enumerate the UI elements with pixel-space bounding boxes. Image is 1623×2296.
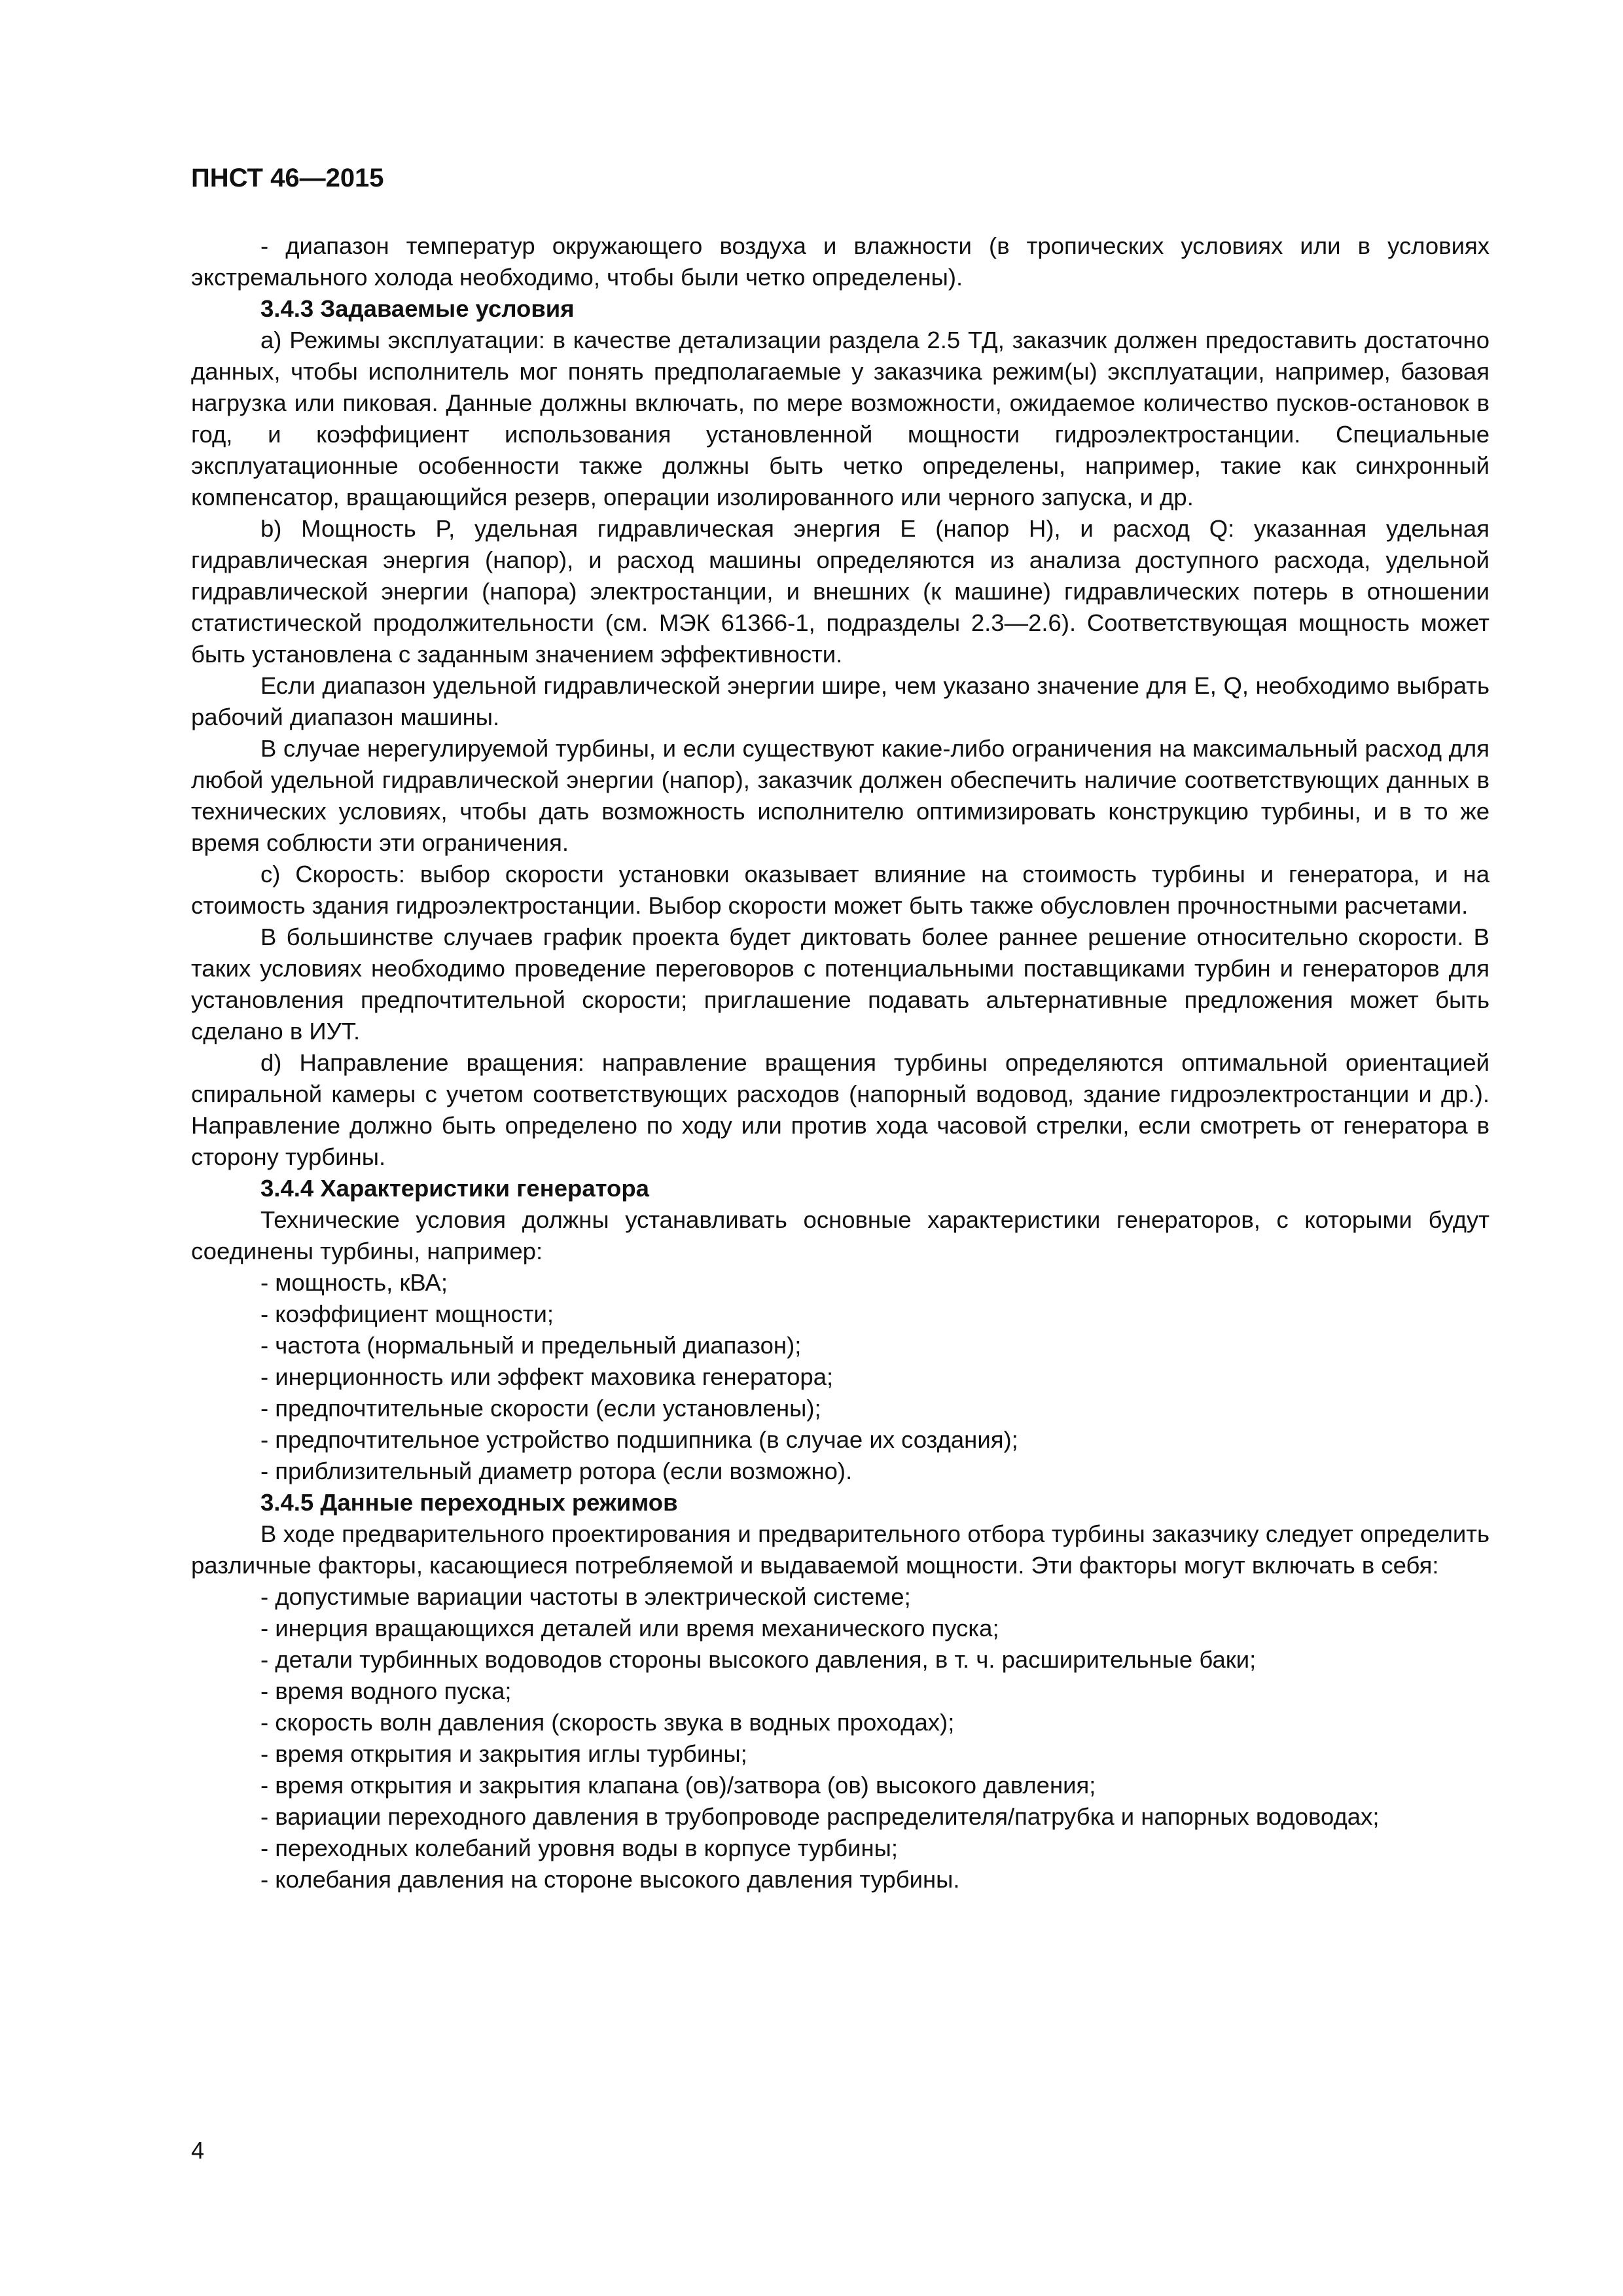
list-item: - предпочтительные скорости (если установлены);: [260, 1395, 821, 1422]
section-heading-3-4-3: 3.4.3 Задаваемые условия: [260, 295, 575, 322]
list-item: - вариации переходного давления в трубопроводе распределителя/патрубка и напорных водоводах;: [260, 1803, 1380, 1830]
body-text: [191, 230, 1489, 1895]
list-item: - частота (нормальный и предельный диапазон);: [260, 1332, 802, 1359]
paragraph-speed: c) Скорость: выбор скорости установки оказывает влияние на стоимость турбины и генератора, и на стоимость здания гидроэлектростанции. Выбор скорости может быть также обусловлен прочностными расчетами.: [191, 861, 1489, 919]
list-item: - мощность, кВА;: [260, 1269, 448, 1296]
paragraph-transient-intro: В ходе предварительного проектирования и предварительного отбора турбины заказчику следует определить различные факторы, касающиеся потребляемой и выдаваемой мощности. Эти факторы могут включать в себя:: [191, 1520, 1489, 1579]
list-item: - приблизительный диаметр ротора (если возможно).: [260, 1458, 853, 1484]
section-heading-3-4-4: 3.4.4 Характеристики генератора: [260, 1175, 649, 1202]
list-item: - скорость волн давления (скорость звука в водных проходах);: [260, 1709, 955, 1736]
list-item-humidity: - диапазон температур окружающего воздуха и влажности (в тропических условиях или в условиях экстремального холода необходимо, чтобы были четко определены).: [191, 232, 1489, 291]
paragraph-unregulated-turbine: В случае нерегулируемой турбины, и если существуют какие-либо ограничения на максимальный расход для любой удельной гидравлической энергии (напор), заказчик должен обеспечить наличие соответствующих данных в технических условиях, чтобы дать возможность исполнителю оптимизировать конструкцию турбины, и в то же время соблюсти эти ограничения.: [191, 735, 1489, 856]
list-item: - время водного пуска;: [260, 1677, 512, 1704]
list-item: - время открытия и закрытия иглы турбины;: [260, 1740, 747, 1767]
document-id-header: ПНСТ 46—2015: [191, 164, 384, 192]
list-item: - время открытия и закрытия клапана (ов)/затвора (ов) высокого давления;: [260, 1772, 1096, 1799]
paragraph-rotation-direction: d) Направление вращения: направление вращения турбины определяются оптимальной ориентацией спиральной камеры с учетом соответствующих расходов (напорный водовод, здание гидроэлектростанции и др.). Направление должно быть определено по ходу или против хода часовой стрелки, если смотреть от генератора в сторону турбины.: [191, 1049, 1489, 1170]
list-item: - детали турбинных водоводов стороны высокого давления, в т. ч. расширительные баки;: [260, 1646, 1257, 1673]
paragraph-operating-modes: a) Режимы эксплуатации: в качестве детализации раздела 2.5 ТД, заказчик должен предоставить достаточно данных, чтобы исполнитель мог понять предполагаемые у заказчика режим(ы) эксплуатации, например, базовая нагрузка или пиковая. Данные должны включать, по мере возможности, ожидаемое количество пусков-остановок в год, и коэффициент использования установленной мощности гидроэлектростанции. Специальные эксплуатационные особенности также должны быть четко определены, например, такие как синхронный компенсатор, вращающийся резерв, операции изолированного или черного запуска, и др.: [191, 327, 1489, 511]
list-item: - предпочтительное устройство подшипника (в случае их создания);: [260, 1426, 1018, 1453]
page-number: 4: [191, 2137, 205, 2164]
paragraph-energy-range: Если диапазон удельной гидравлической энергии шире, чем указано значение для E, Q, необходимо выбрать рабочий диапазон машины.: [191, 672, 1489, 730]
paragraph-generator-intro: Технические условия должны устанавливать основные характеристики генераторов, с которыми будут соединены турбины, например:: [191, 1206, 1489, 1265]
list-item: - коэффициент мощности;: [260, 1300, 554, 1327]
list-item: - переходных колебаний уровня воды в корпусе турбины;: [260, 1835, 899, 1861]
paragraph-project-schedule: В большинстве случаев график проекта будет диктовать более раннее решение относительно скорости. В таких условиях необходимо проведение переговоров с потенциальными поставщиками турбин и генераторов для установления предпочтительной скорости; приглашение подавать альтернативные предложения может быть сделано в ИУТ.: [191, 924, 1489, 1045]
list-item: - инерционность или эффект маховика генератора;: [260, 1363, 834, 1390]
section-heading-3-4-5: 3.4.5 Данные переходных режимов: [260, 1489, 678, 1516]
paragraph-power-energy-flow: b) Мощность P, удельная гидравлическая энергия E (напор H), и расход Q: указанная удельная гидравлическая энергия (напор), и расход машины определяются из анализа доступного расхода, удельной гидравлической энергии (напора) электростанции, и внешних (к машине) гидравлических потерь в отношении статистической продолжительности (см. МЭК 61366-1, подразделы 2.3—2.6). Соответствующая мощность может быть установлена с заданным значением эффективности.: [191, 515, 1489, 668]
list-item: - колебания давления на стороне высокого давления турбины.: [260, 1866, 960, 1893]
list-item: - инерция вращающихся деталей или время механического пуска;: [260, 1615, 999, 1641]
list-item: - допустимые вариации частоты в электрической системе;: [260, 1583, 911, 1610]
